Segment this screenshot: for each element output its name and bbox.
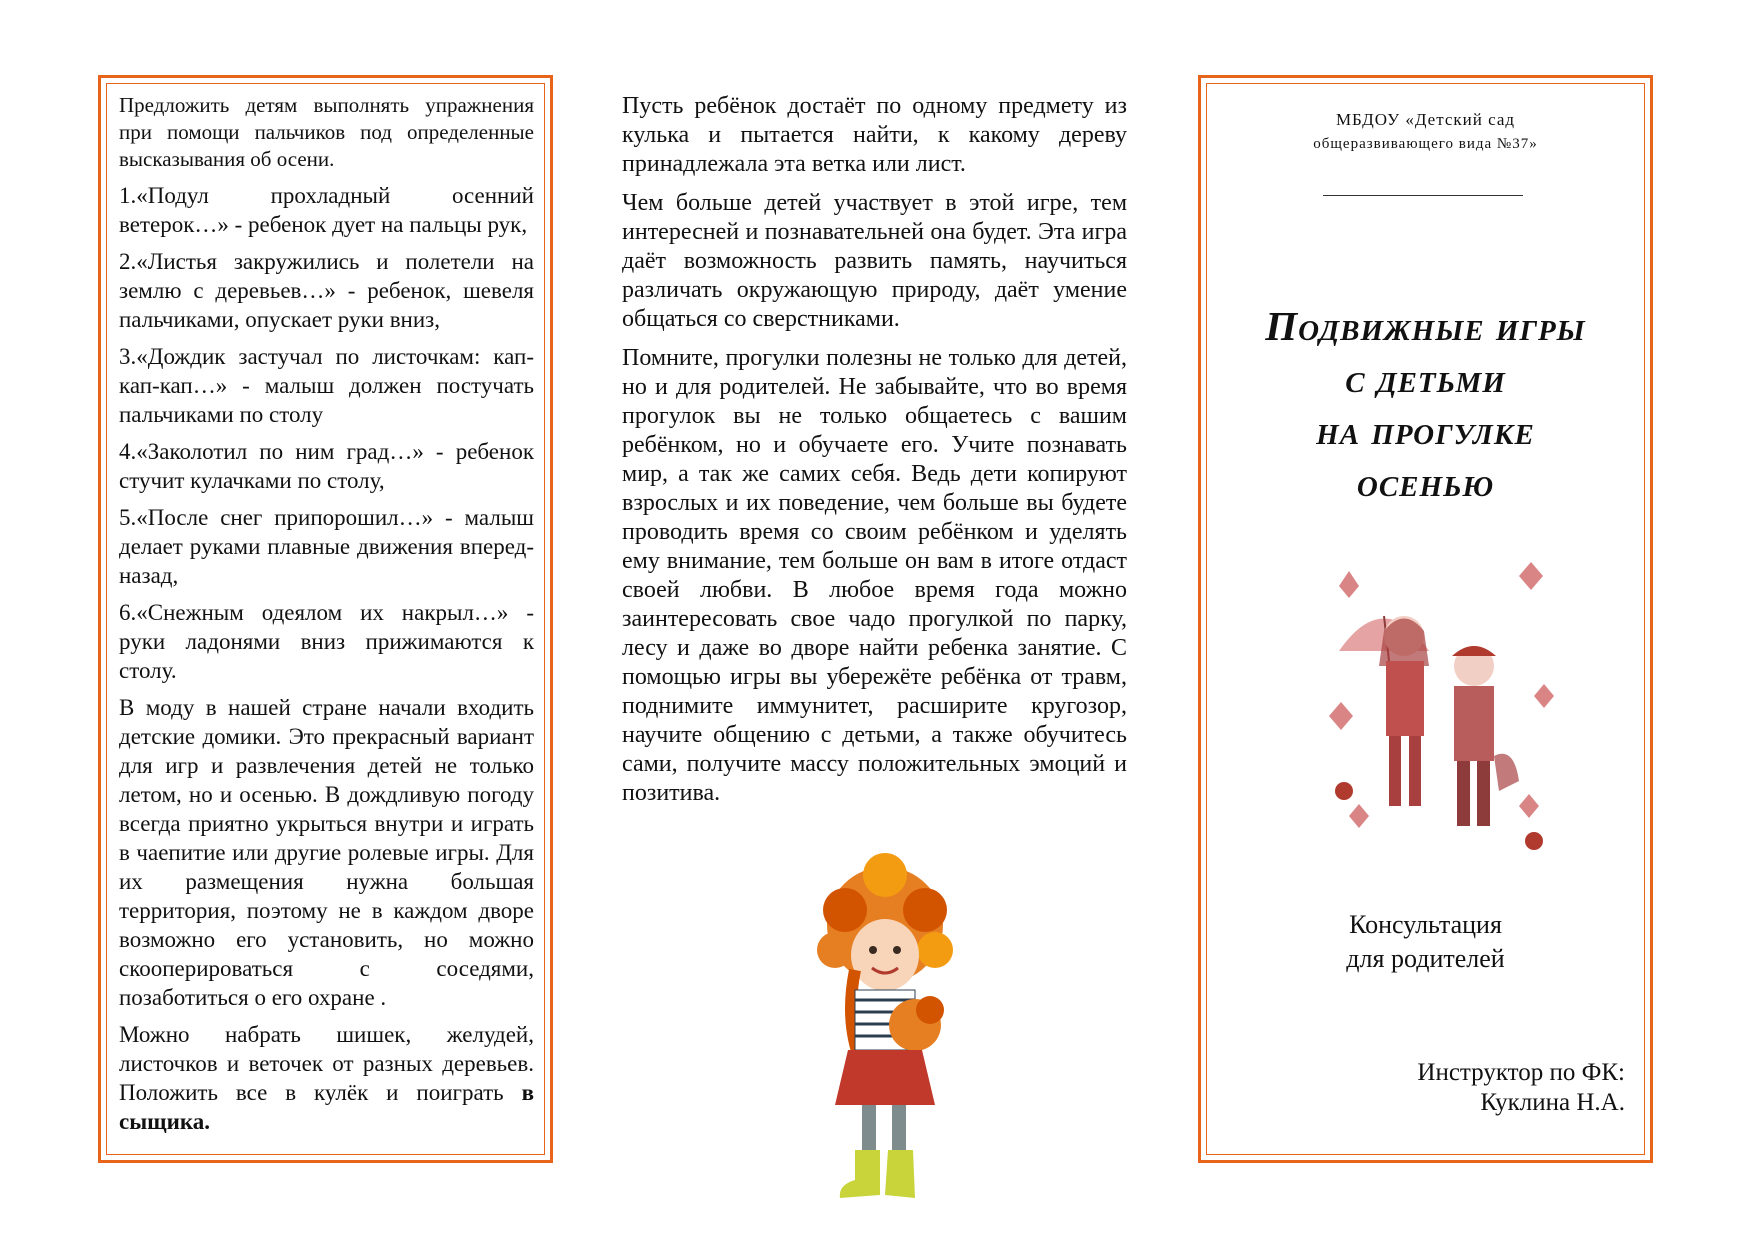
author-role: Инструктор по ФК:	[1417, 1059, 1625, 1086]
organization-name	[1201, 108, 1650, 156]
exercise-item-5: 5.«После снег припорошил…» - малыш делает руками плавные движения вперед-назад,	[119, 505, 534, 588]
exercise-item-6: 6.«Снежным одеялом их накрыл…» - руки ладонями вниз прижимаются к столу.	[119, 600, 534, 683]
title-line-4: осенью	[1356, 459, 1495, 505]
left-panel	[98, 75, 553, 1163]
cones-paragraph	[119, 1020, 534, 1136]
right-panel	[1198, 75, 1653, 1163]
decor-leaves	[1329, 562, 1554, 850]
brochure-title	[1201, 300, 1650, 508]
organization-line-1: МБДОУ «Детский сад	[1335, 110, 1516, 129]
consultation-line-1: Консультация	[1349, 910, 1502, 939]
divider-line	[1323, 195, 1523, 196]
autumn-kids-illustration	[1319, 556, 1559, 856]
consultation-line-2: для родителей	[1346, 944, 1505, 973]
middle-paragraph-2: Чем больше детей участвует в этой игре, тем интересней и познавательней она будет. Эта игра даёт возможность развить память, научиться различать окружающую природу, даёт умение общаться со сверстниками.	[622, 190, 1127, 332]
exercise-item-4: 4.«Заколотил по ним град…» - ребенок стучит кулачками по столу,	[119, 439, 534, 493]
exercise-item-1: 1.«Подул прохладный осенний ветерок…» - ребенок дует на пальцы рук,	[119, 183, 534, 237]
middle-column-text	[622, 92, 1127, 818]
organization-line-2: общеразвивающего вида №37»	[1313, 136, 1538, 152]
intro-paragraph: Предложить детям выполнять упражнения при помощи пальчиков под определенные высказывания об осени.	[119, 93, 534, 171]
title-line-1: Подвижные игры	[1265, 303, 1586, 349]
left-column-text	[119, 92, 534, 1144]
middle-paragraph-3: Помните, прогулки полезны не только для детей, но и для родителей. Не забывайте, что во время прогулок вы не только общаетесь с вашим ребёнком, но и обучаете его. Учите познавать мир, а так же самих себя. Ведь дети копируют взрослых и их поведение, чем больше вы будете проводить время со своим ребёнком и уделять ему внимание, тем больше он вам в итоге отдаст своей любви. В любое время года можно заинтересовать свое чадо прогулкой по парку, лесу и даже во дворе найти ребенка занятие. С помощью игры вы убережёте ребёнка от травм, поднимите иммунитет, расширите кругозор, научите общению с детьми, а также обучитесь сами, получите массу положительных эмоций и позитива.	[622, 345, 1127, 806]
author-name: Куклина Н.А.	[1480, 1089, 1625, 1116]
consultation-label	[1201, 908, 1650, 976]
title-line-2: с детьми	[1345, 355, 1506, 401]
author-block	[1417, 1058, 1625, 1118]
cones-bold-text: в сыщика.	[119, 1080, 534, 1134]
autumn-girl-illustration	[800, 850, 970, 1210]
cones-text: Можно набрать шишек, желудей, листочков и веточек от разных деревьев. Положить все в кулёк и поиграть	[119, 1022, 534, 1105]
middle-paragraph-1: Пусть ребёнок достаёт по одному предмету из кулька и пытается найти, к какому дереву принадлежала эта ветка или лист.	[622, 93, 1127, 177]
exercise-item-2: 2.«Листья закружились и полетели на землю с деревьев…» - ребенок, шевеля пальчиками, опускает руки вниз,	[119, 249, 534, 332]
exercise-item-3: 3.«Дождик застучал по листочкам: кап-кап-кап…» - малыш должен постучать пальчиками по столу	[119, 344, 534, 427]
houses-paragraph: В моду в нашей стране начали входить детские домики. Это прекрасный вариант для игр и развлечения детей не только летом, но и осенью. В дождливую погоду всегда приятно укрыться внутри и играть в чаепитие или другие ролевые игры. Для их размещения нужна большая территория, поэтому не в каждом дворе возможно его установить, но можно скооперироваться с соседями, позаботиться о его охране .	[119, 695, 534, 1010]
title-line-3: на прогулке	[1316, 407, 1535, 453]
